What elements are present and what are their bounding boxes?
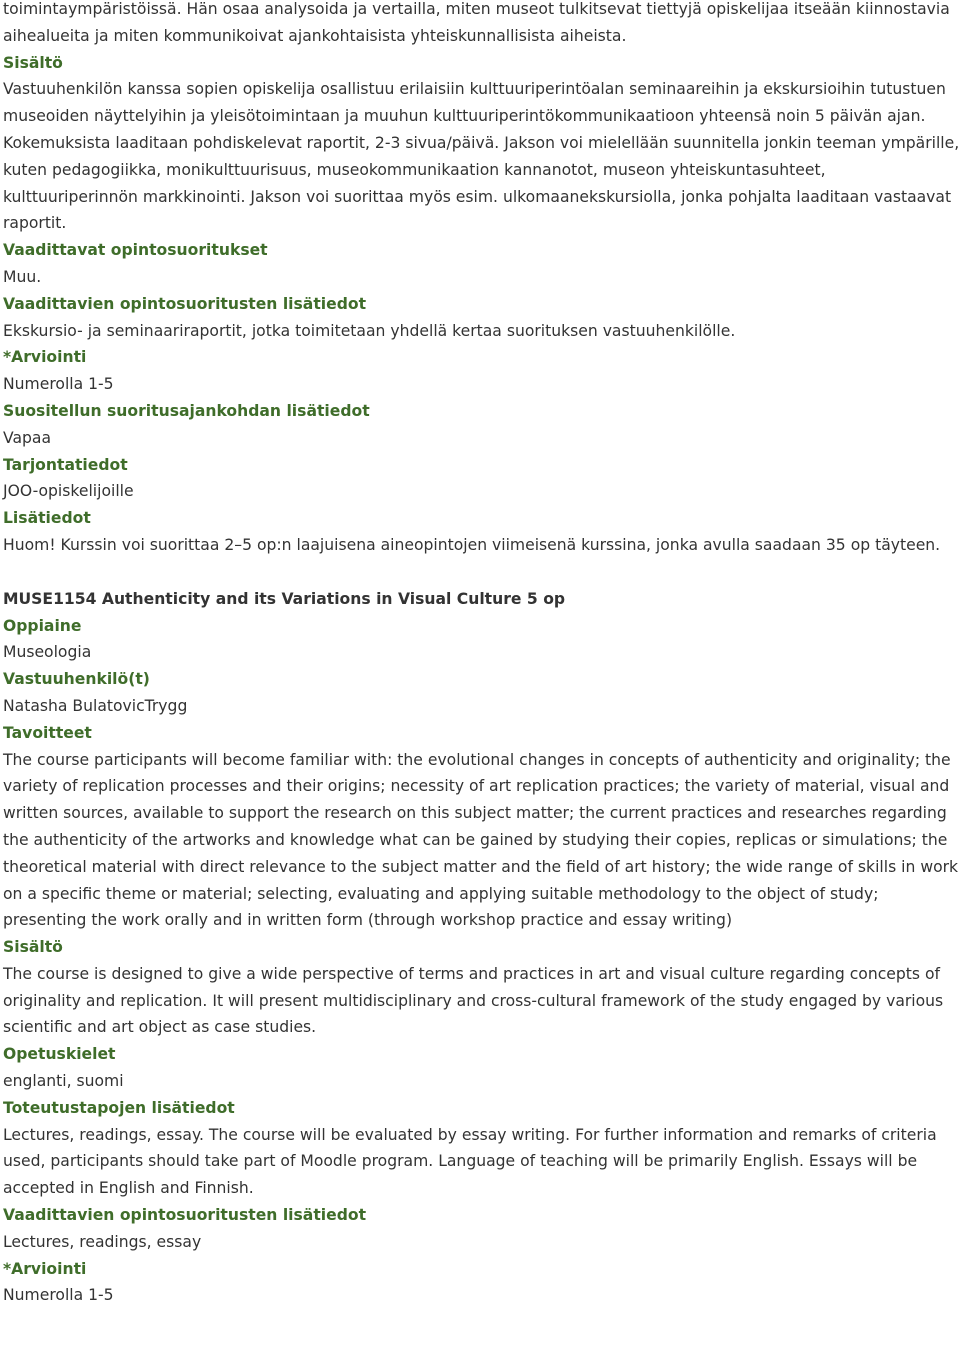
oppiaine-heading: Oppiaine — [3, 616, 82, 635]
opetuskielet-value: englanti, suomi — [3, 1072, 124, 1091]
section-gap — [3, 559, 960, 586]
suoritusajankohta-heading: Suositellun suoritusajankohdan lisätiedot — [3, 401, 370, 420]
arviointi-value: Numerolla 1-5 — [3, 375, 114, 394]
tarjontatiedot-heading: Tarjontatiedot — [3, 455, 128, 474]
oppiaine-value: Museologia — [3, 643, 92, 662]
arviointi-value-2: Numerolla 1-5 — [3, 1286, 114, 1305]
tavoitteet-heading: Tavoitteet — [3, 723, 92, 742]
arviointi-heading-2: *Arviointi — [3, 1259, 87, 1278]
suoritusajankohta-value: Vapaa — [3, 428, 52, 447]
opetuskielet-heading: Opetuskielet — [3, 1045, 116, 1064]
vaadittavat-heading: Vaadittavat opintosuoritukset — [3, 241, 268, 260]
sisalto-paragraph-2: The course is designed to give a wide perspective of terms and practices in art and visual culture regarding concepts of originality and replication. It will present multidisciplinary and cross-cultural framework of the study engaged by various scientific and art object as case studies. — [3, 964, 944, 1037]
vaadittavien-lisatiedot-heading: Vaadittavien opintosuoritusten lisätiedot — [3, 294, 367, 313]
arviointi-heading: *Arviointi — [3, 348, 87, 367]
vastuuhenkilot-value: Natasha BulatovicTrygg — [3, 696, 188, 715]
sisalto-heading-2: Sisältö — [3, 938, 63, 957]
lisatiedot-heading: Lisätiedot — [3, 509, 91, 528]
toteutustapojen-heading: Toteutustapojen lisätiedot — [3, 1098, 235, 1117]
vaadittavat-value: Muu. — [3, 267, 42, 286]
intro-paragraph: toimintaympäristöissä. Hän osaa analysoida ja vertailla, miten museot tulkitsevat tiettyjä opiskelijaa itseään kiinnostavia aihealueita ja miten kommunikoivat ajankohtaisista yhteiskunnallisista aiheista. — [3, 0, 950, 45]
tavoitteet-paragraph: The course participants will become familiar with: the evolutional changes in concepts of authenticity and originality; the variety of replication processes and their origins; necessity of art replication practices; the variety of material, visual and written sources, available to support the research on this subject matter; the current practices and researches regarding the authenticity of the artworks and knowledge what can be gained by studying their copies, replicas or simulations; the theoretical material with direct relevance to the subject matter and the field of art history; the wide range of skills in work on a specific theme or material; selecting, evaluating and applying suitable methodology to the object of study; presenting the work orally and in written form (through workshop practice and essay writing) — [3, 750, 959, 930]
sisalto-paragraph: Vastuuhenkilön kanssa sopien opiskelija osallistuu erilaisiin kulttuuriperintöalan seminaareihin ja ekskursioihin tutustuen museoiden näyttelyihin ja yleisötoimintaan ja muuhun kulttuuriperintökommunikaatioon yhteensä noin 5 päivän ajan. Kokemuksista laaditaan pohdiskelevat raportit, 2-3 sivua/päivä. Jakson voi mielellään suunnitella jonkin teeman ympärille, kuten pedagogiikka, monikulttuurisuus, museokommunikaation kannanotot, museon yhteiskuntasuhteet, kulttuuriperinnön markkinointi. Jakson voi suorittaa myös esim. ulkomaanekskursiolla, jonka pohjalta laaditaan vastaavat raportit. — [3, 80, 960, 233]
course-title: MUSE1154 Authenticity and its Variations in Visual Culture 5 op — [3, 589, 566, 608]
sisalto-heading: Sisältö — [3, 53, 63, 72]
vaadittavien-lisatiedot-heading-2: Vaadittavien opintosuoritusten lisätiedot — [3, 1206, 367, 1225]
vaadittavien-lisatiedot-value-2: Lectures, readings, essay — [3, 1232, 202, 1251]
tarjontatiedot-value: JOO-opiskelijoille — [3, 482, 134, 501]
vastuuhenkilot-heading: Vastuuhenkilö(t) — [3, 670, 150, 689]
toteutustapojen-paragraph: Lectures, readings, essay. The course will be evaluated by essay writing. For further information and remarks of criteria used, participants should take part of Moodle program. Language of teaching will be primarily English. Essays will be accepted in English and Finnish. — [3, 1125, 937, 1198]
lisatiedot-value: Huom! Kurssin voi suorittaa 2–5 op:n laajuisena aineopintojen viimeisenä kurssina, jonka avulla saadaan 35 op täyteen. — [3, 535, 941, 554]
vaadittavien-lisatiedot-value: Ekskursio- ja seminaariraportit, jotka toimitetaan yhdellä kertaa suorituksen vastuuhenkilölle. — [3, 321, 736, 340]
